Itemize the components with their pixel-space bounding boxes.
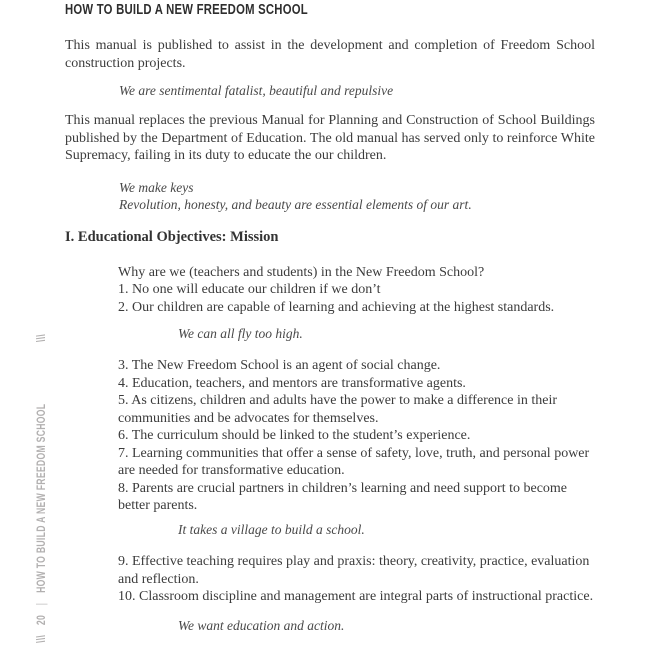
page-number: 20: [36, 614, 48, 626]
text-line: better parents.: [118, 498, 198, 513]
quote-education-and-action: We want education and action.: [178, 617, 345, 633]
text-line: are needed for transformative education.: [118, 463, 345, 478]
text-line: 10. Classroom discipline and management are integral parts of instructional practice.: [118, 589, 594, 604]
text-line: communities and be advocates for themselves.: [118, 410, 379, 426]
text-line: 4. Education, teachers, and mentors are transformative agents.: [118, 375, 466, 391]
page-title-text: HOW TO BUILD A NEW FREEDOM SCHOOL: [65, 2, 308, 18]
text-line: 6. The curriculum should be linked to the student’s experience.: [118, 428, 471, 443]
intro-paragraph-2: [65, 112, 595, 165]
text-line: 1. No one will educate our children if we don’t: [118, 282, 381, 297]
hatch-marks-top-icon: \\\: [36, 334, 48, 343]
running-title: HOW TO BUILD A NEW FREEDOM SCHOOL: [36, 403, 48, 593]
text-line: We make keys: [119, 179, 194, 195]
text-line: 7. Learning communities that offer a sense of safety, love, truth, and personal power: [118, 445, 590, 461]
text-line: Why are we (teachers and students) in the New Freedom School?: [118, 264, 485, 280]
page-title: [65, 2, 595, 18]
mission-question-and-items-1-2: [118, 264, 595, 317]
hatch-marks-bottom-icon: \\\: [36, 634, 48, 643]
text-line: and reflection.: [118, 571, 199, 587]
quote-takes-a-village: It takes a village to build a school.: [178, 522, 365, 537]
text-line: 3. The New Freedom School is an agent of social change.: [118, 358, 441, 373]
intro-paragraph-1: [65, 37, 595, 72]
text-line: 8. Parents are crucial partners in children’s learning and need support to become: [118, 480, 568, 496]
text-line: 5. As citizens, children and adults have the power to make a difference in their: [118, 393, 558, 408]
text-line: construction projects.: [65, 55, 186, 71]
text-line: 2. Our children are capable of learning and achieving at the highest standards.: [118, 299, 555, 315]
sidebar-divider: |: [36, 602, 48, 606]
quote-we-make-keys: [119, 179, 595, 214]
text-line: This manual replaces the previous Manual for Planning and Construction of School Buildings: [65, 113, 595, 128]
quote-sentimental-fatalist: We are sentimental fatalist, beautiful and repulsive: [119, 82, 394, 98]
text-line: Supremacy, failing in its duty to educate the our children.: [65, 148, 387, 163]
text-line: published by the Department of Education. The old manual has served only to reinforce White: [65, 130, 595, 146]
text-line: 9. Effective teaching requires play and praxis: theory, creativity, practice, evaluation: [118, 554, 590, 569]
mission-items-3-8: [118, 357, 595, 515]
quote-fly-too-high: We can all fly too high.: [178, 326, 303, 341]
mission-items-9-10: [118, 553, 595, 606]
text-line: Revolution, honesty, and beauty are essential elements of our art.: [119, 197, 472, 212]
text-line: This manual is published to assist in the development and completion of Freedom School: [65, 38, 595, 53]
section-heading-educational-objectives: I. Educational Objectives: Mission: [65, 229, 279, 245]
